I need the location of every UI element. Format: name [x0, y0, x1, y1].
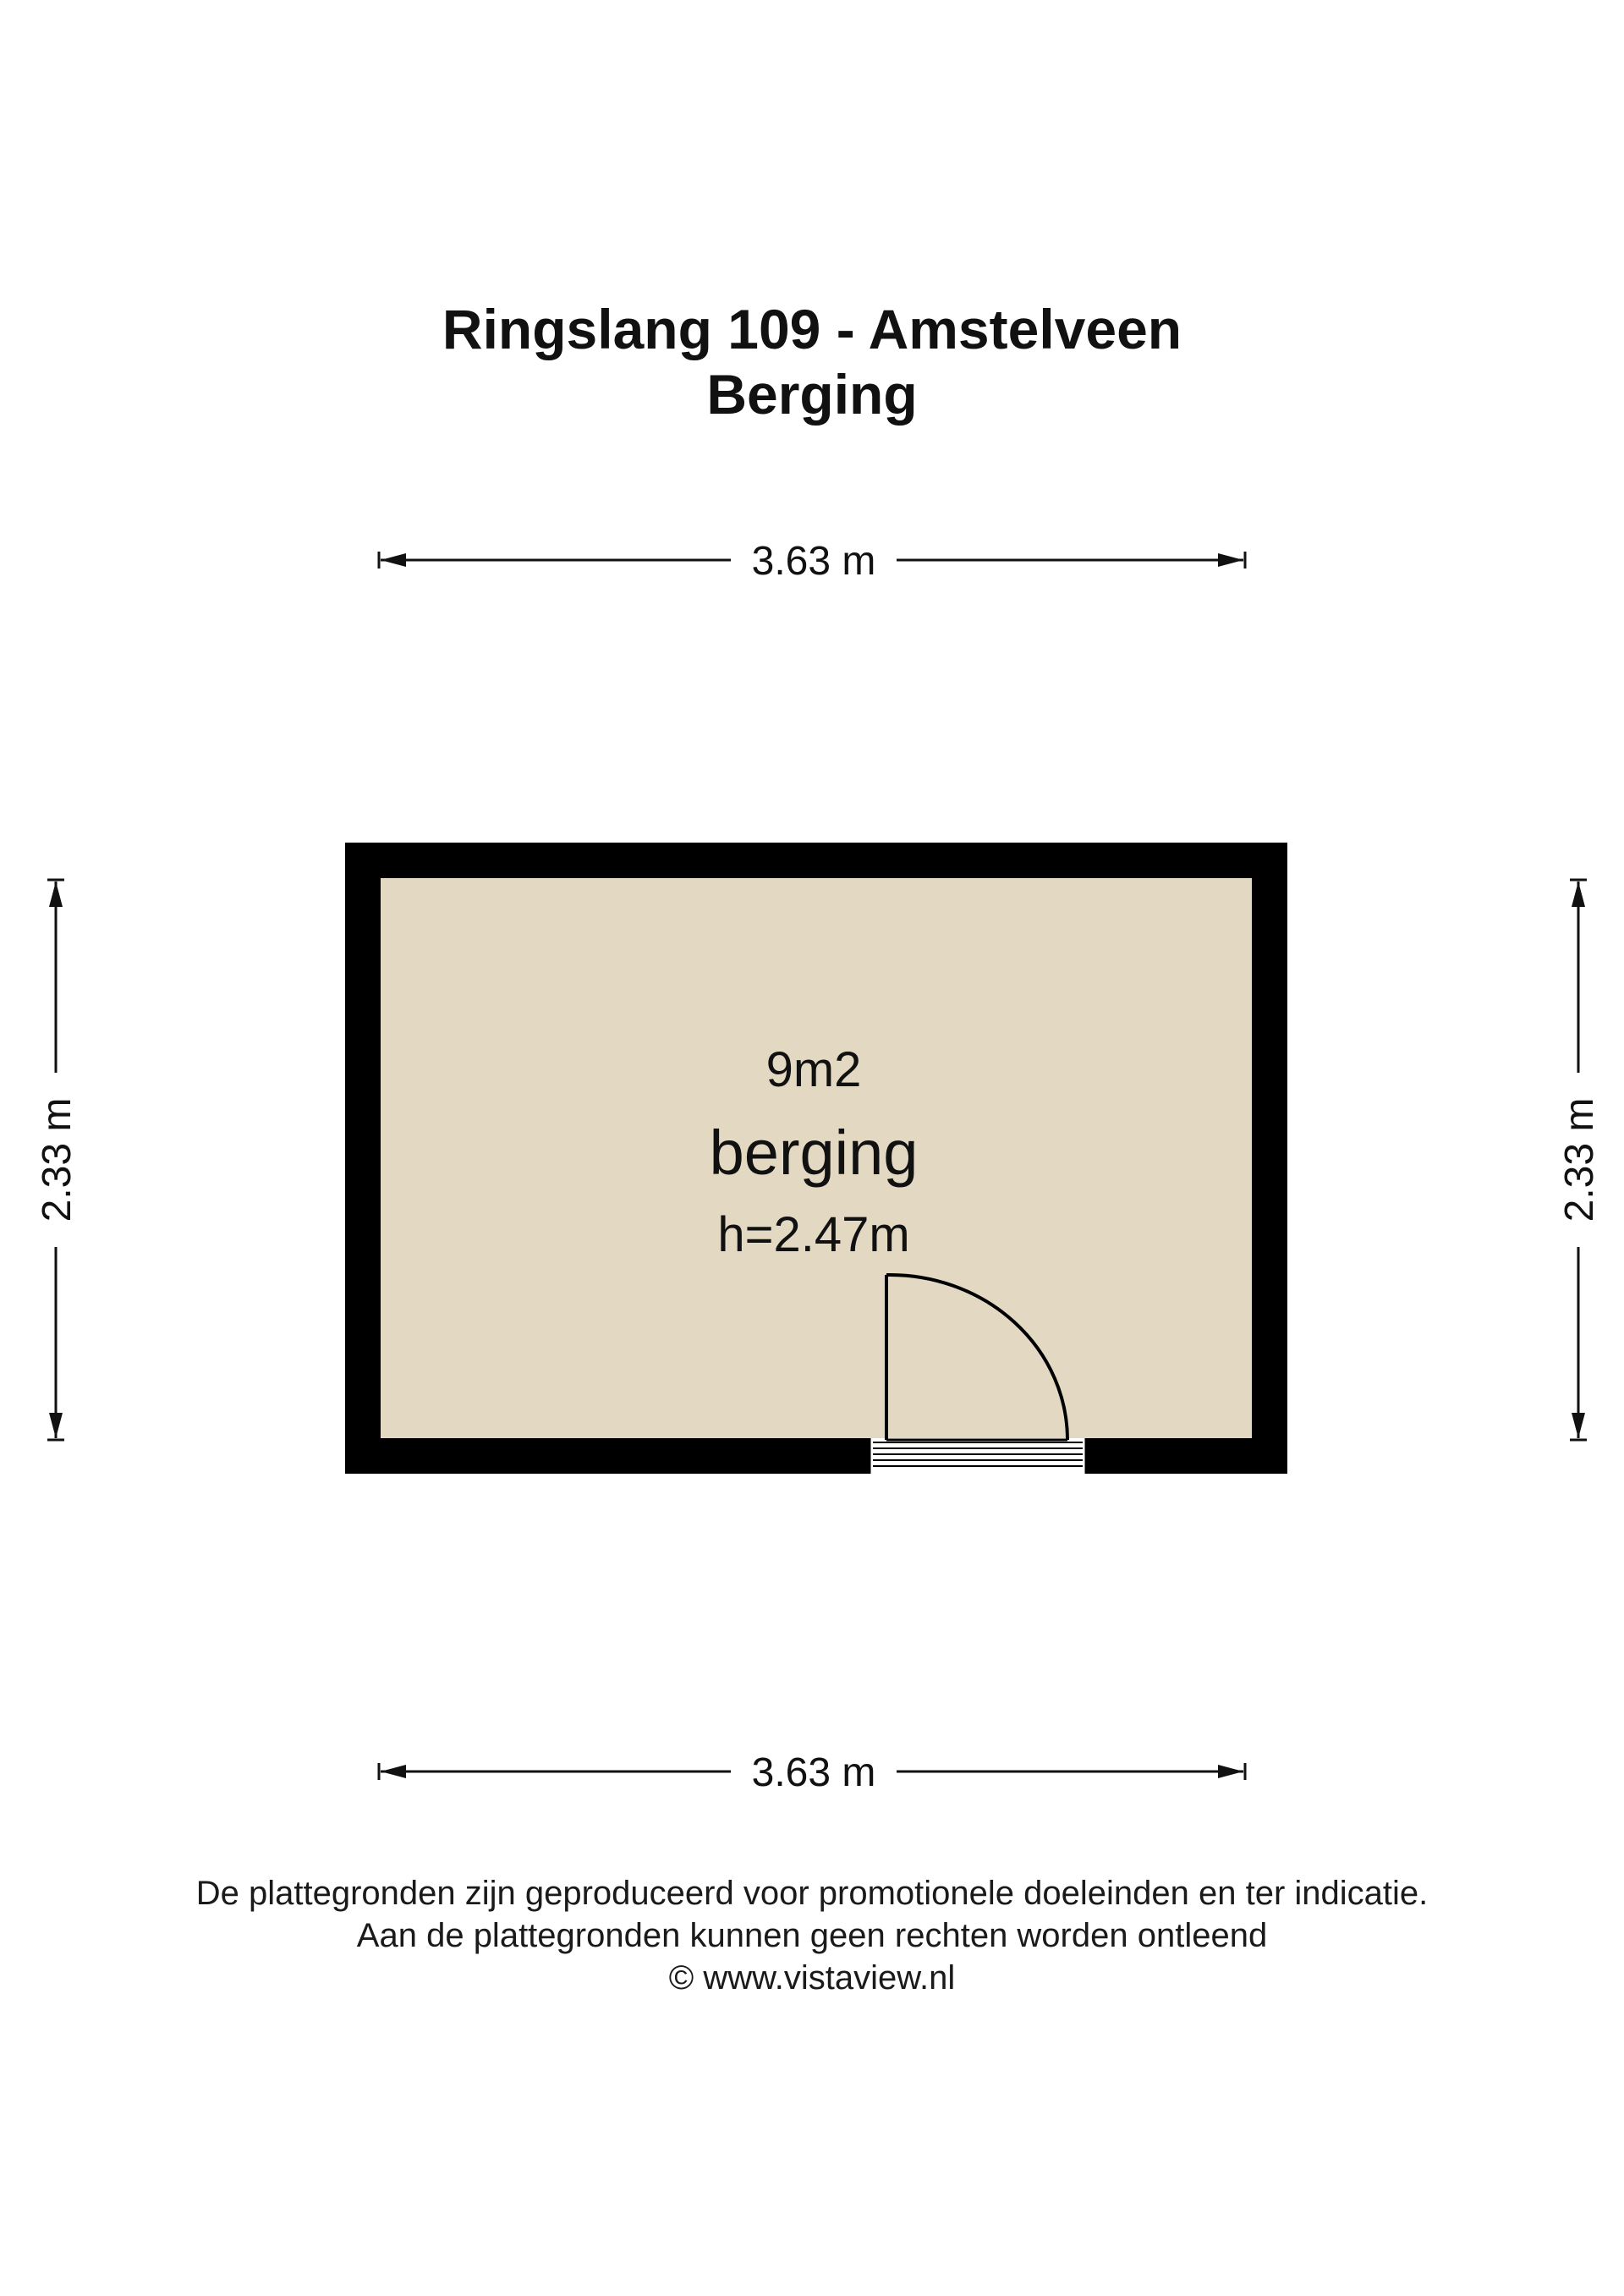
arrowhead: [49, 1413, 63, 1438]
dimension-right-label: 2.33 m: [1557, 1097, 1602, 1222]
copyright-link[interactable]: © www.vistaview.nl: [668, 1959, 956, 1997]
plan-title-floor: Berging: [706, 363, 918, 426]
dimension-top: [379, 539, 1245, 584]
room-area: 9m2: [765, 1042, 862, 1097]
disclaimer-line-2: Aan de plattegronden kunnen geen rechten worden ontleend: [356, 1917, 1268, 1954]
arrowhead: [1218, 553, 1243, 567]
room-name: berging: [709, 1118, 919, 1188]
plan-title-address: Ringslang 109 - Amstelveen: [442, 298, 1182, 360]
dimension-bottom-label: 3.63 m: [751, 1750, 876, 1795]
disclaimer-line-1: De plattegronden zijn geproduceerd voor promotionele doeleinden en ter indicatie.: [195, 1875, 1429, 1912]
arrowhead: [381, 1765, 406, 1778]
arrowhead: [381, 553, 406, 567]
dimension-left-label: 2.33 m: [35, 1097, 80, 1222]
door-opening: [870, 1438, 1086, 1474]
arrowhead: [1572, 882, 1585, 907]
dimension-left: [35, 880, 80, 1440]
arrowhead: [49, 882, 63, 907]
dimension-top-label: 3.63 m: [751, 539, 876, 584]
dimension-right: [1557, 880, 1602, 1440]
arrowhead: [1218, 1765, 1243, 1778]
room-height: h=2.47m: [717, 1207, 910, 1262]
dimension-bottom: [379, 1750, 1245, 1795]
arrowhead: [1572, 1413, 1585, 1438]
